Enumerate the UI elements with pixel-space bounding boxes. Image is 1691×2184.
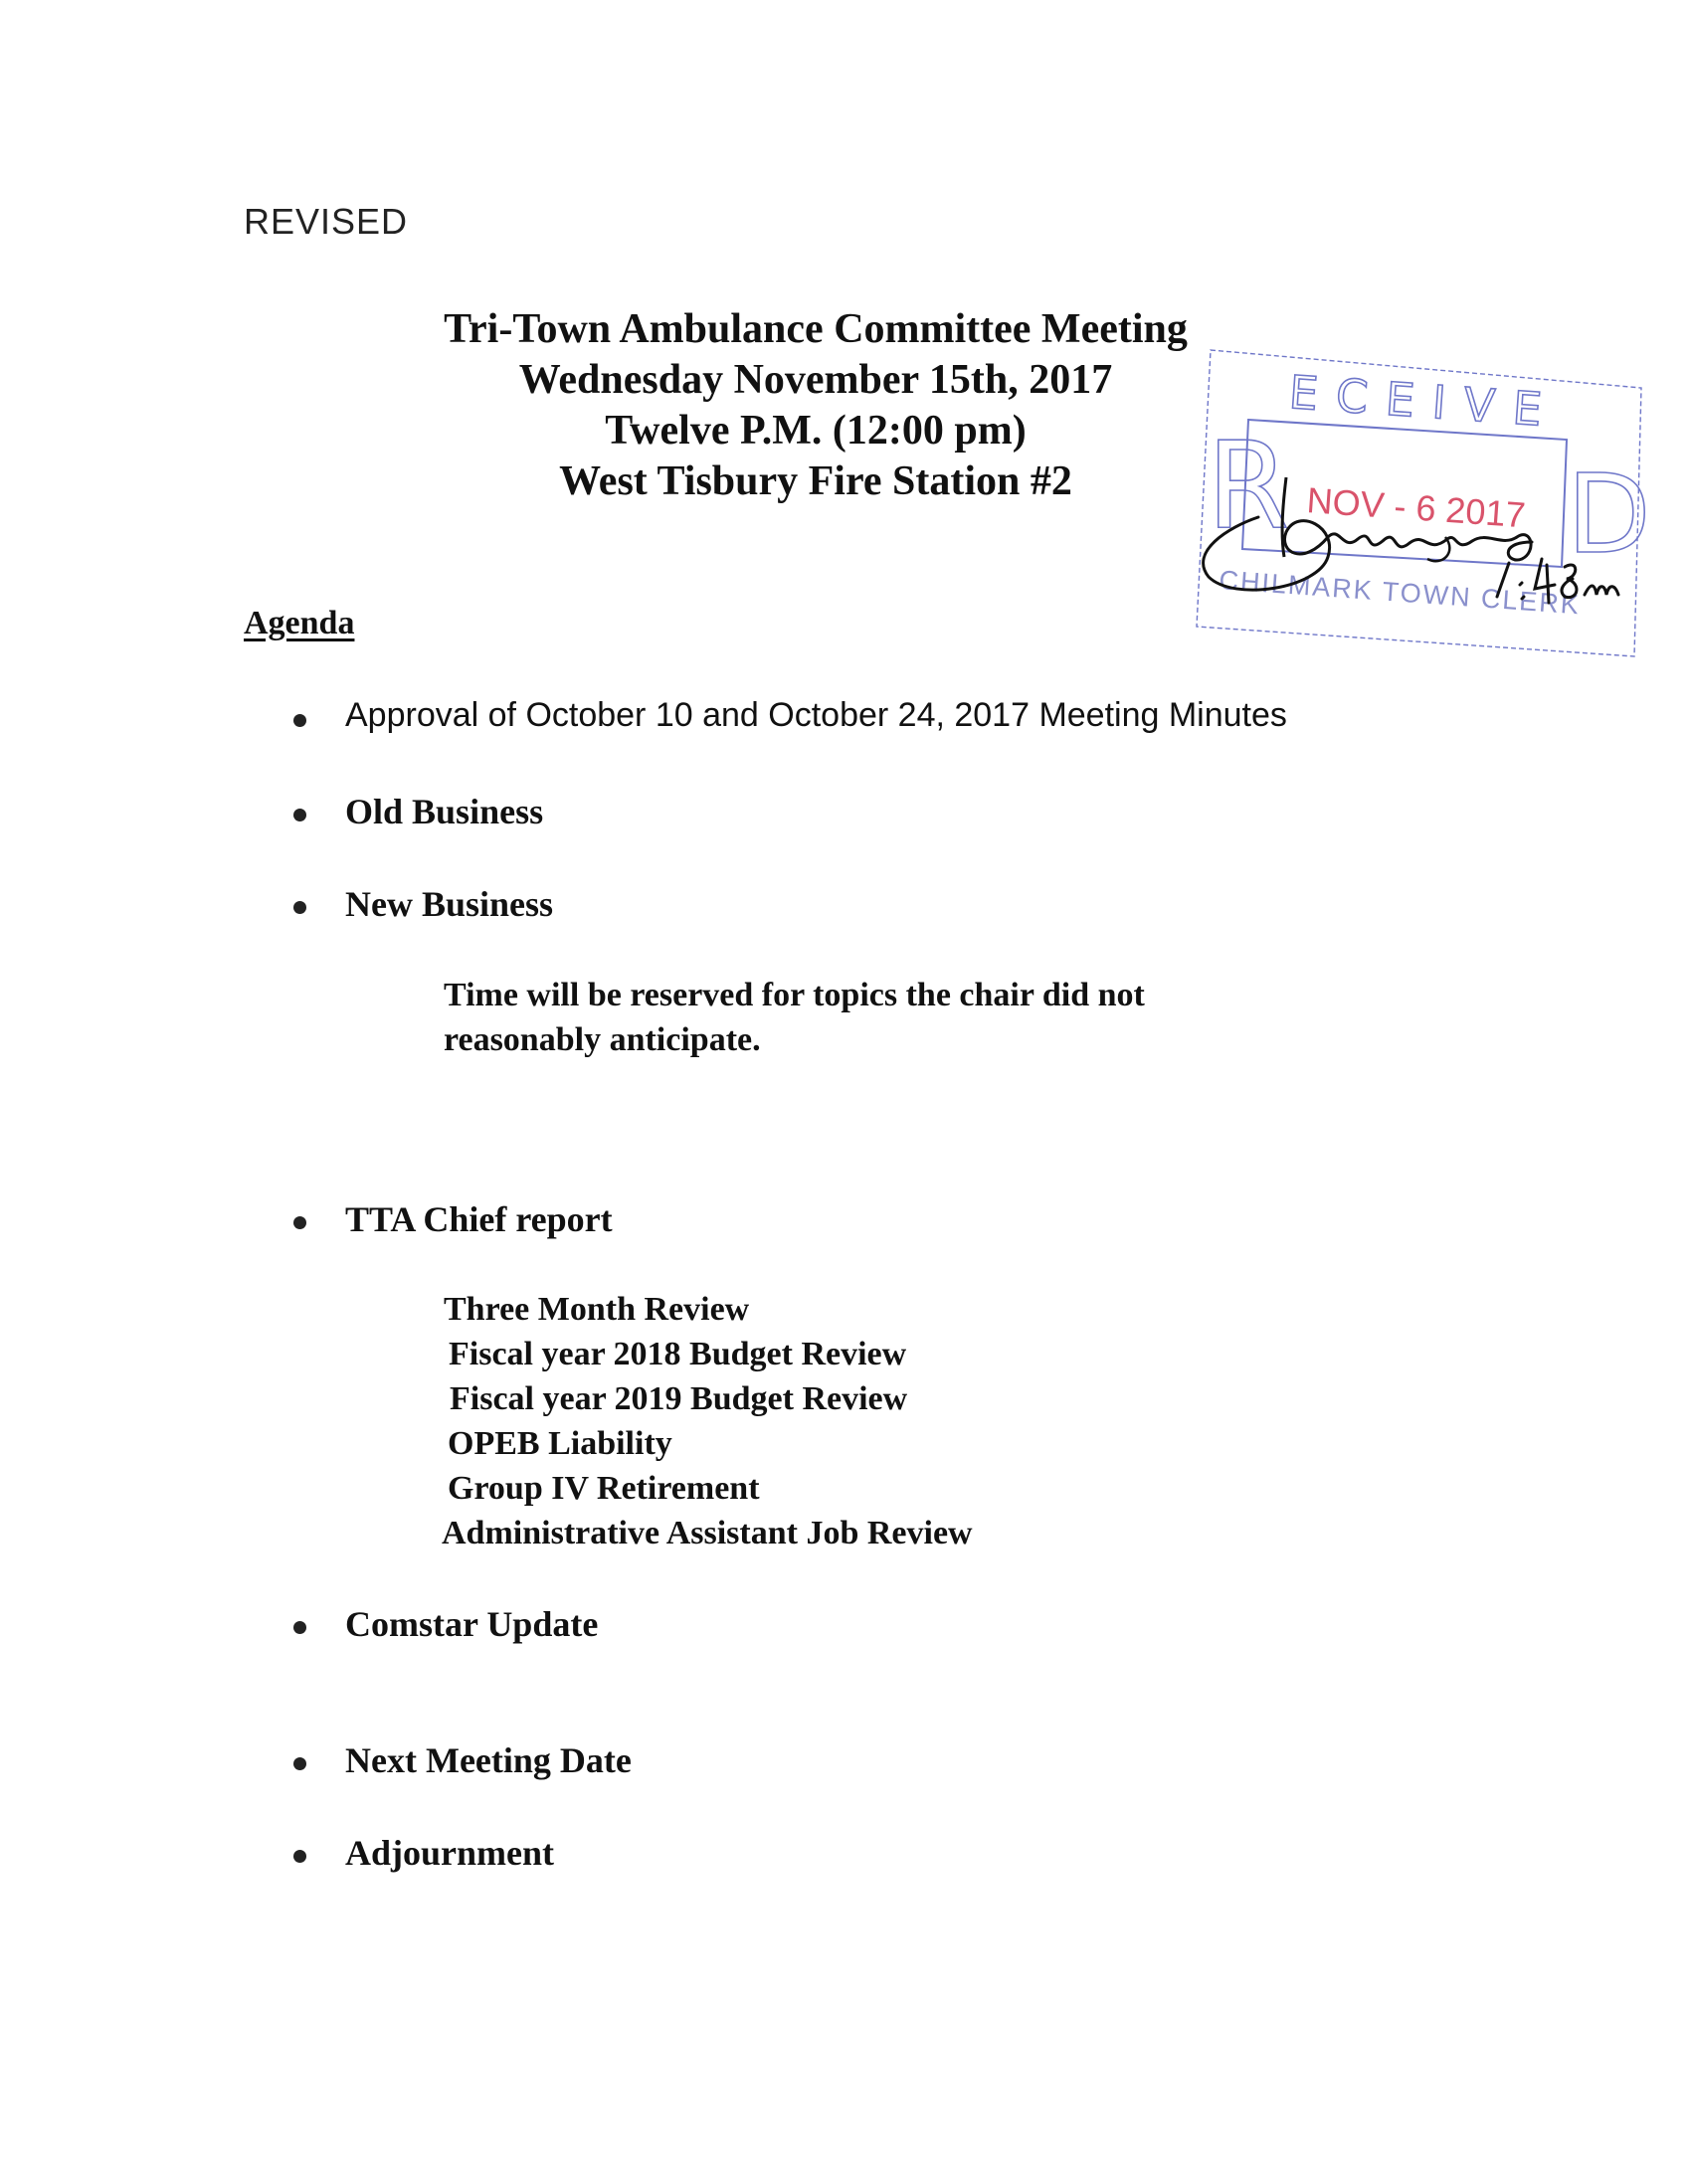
- agenda-item-label: Old Business: [345, 792, 544, 831]
- agenda-item-label: New Business: [345, 884, 554, 924]
- bullet-icon: [293, 1757, 306, 1770]
- agenda-item-label: Next Meeting Date: [345, 1740, 632, 1780]
- revised-label: REVISED: [244, 201, 409, 242]
- agenda-item-label: Approval of October 10 and October 24, 2017 Meeting Minutes: [345, 696, 1287, 734]
- note-line: Time will be reserved for topics the chair did not: [444, 977, 1145, 1013]
- stamp-office: CHILMARK TOWN CLERK: [1218, 565, 1582, 621]
- agenda-item-label: Adjournment: [345, 1833, 555, 1873]
- received-stamp: [1189, 328, 1656, 666]
- stamp-eceive: ECEIVE: [1287, 365, 1562, 438]
- topic-line: Fiscal year 2019 Budget Review: [450, 1380, 908, 1417]
- topic-line: Group IV Retirement: [448, 1470, 760, 1507]
- bullet-icon: [293, 1621, 306, 1634]
- topic-line: Fiscal year 2018 Budget Review: [449, 1336, 907, 1372]
- bullet-icon: [293, 901, 306, 914]
- agenda-heading: Agenda: [244, 605, 355, 641]
- note-line: reasonably anticipate.: [444, 1021, 761, 1058]
- stamp-r-letter: R: [1207, 418, 1290, 556]
- bullet-icon: [293, 809, 306, 821]
- meeting-date: Wednesday November 15th, 2017: [518, 357, 1113, 403]
- topic-line: Three Month Review: [444, 1291, 750, 1328]
- agenda-item-label: Comstar Update: [345, 1604, 599, 1644]
- bullet-icon: [293, 1216, 306, 1229]
- topic-line: OPEB Liability: [448, 1425, 672, 1462]
- topic-line: Administrative Assistant Job Review: [442, 1515, 973, 1551]
- meeting-header: [328, 304, 1303, 507]
- agenda-item-label: TTA Chief report: [345, 1199, 613, 1239]
- chief-report-topics: [444, 1287, 973, 1555]
- meeting-time: Twelve P.M. (12:00 pm): [605, 408, 1027, 454]
- new-business-note: [444, 973, 1145, 1062]
- bullet-icon: [293, 1850, 306, 1863]
- meeting-title: Tri-Town Ambulance Committee Meeting: [444, 306, 1188, 352]
- stamp-d-letter: D: [1567, 451, 1651, 578]
- bullet-icon: [293, 714, 306, 727]
- stamp-date: NOV - 6 2017: [1305, 479, 1527, 536]
- meeting-location: West Tisbury Fire Station #2: [559, 458, 1072, 504]
